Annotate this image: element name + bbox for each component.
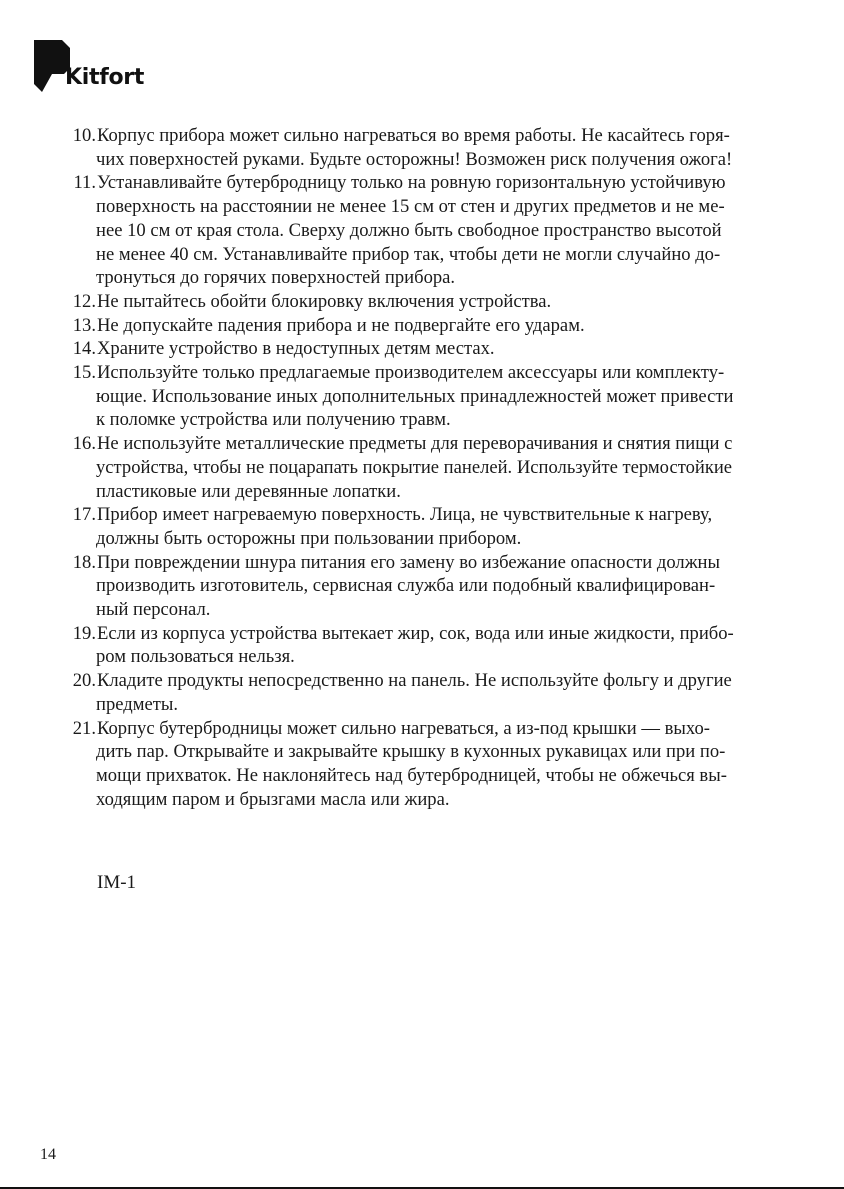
text-line: чих поверхностей руками. Будьте осторожны! Возможен риск получения ожога!	[96, 148, 733, 170]
list-item-number: 19.	[72, 622, 96, 644]
text-line: поверхность на расстоянии не менее 15 см от стен и других предметов и не ме-	[96, 196, 725, 218]
list-item-text	[96, 551, 785, 622]
list-item	[63, 171, 785, 290]
text-line: пластиковые или деревянные лопатки.	[96, 480, 401, 502]
text-line: ющие. Использование иных дополнительных принадлежностей может привести	[96, 385, 734, 407]
text-line: устройства, чтобы не поцарапать покрытие панелей. Используйте термостойкие	[96, 456, 733, 478]
text-line: Не допускайте падения прибора и не подвергайте его ударам.	[97, 314, 585, 336]
list-item-number: 15.	[72, 362, 96, 384]
list-item-text	[96, 171, 785, 290]
list-item-text	[96, 717, 785, 812]
list-item-number: 20.	[72, 670, 96, 692]
text-line: предметы.	[96, 693, 179, 715]
list-item-text	[96, 314, 785, 338]
text-line: ходящим паром и брызгами масла или жира.	[96, 788, 450, 810]
text-line: Используйте только предлагаемые производителем аксессуары или комплекту-	[97, 362, 725, 384]
list-item	[63, 551, 785, 622]
brand-name: Kitfort	[65, 65, 145, 90]
list-item	[63, 290, 785, 314]
text-line: ром пользоваться нельзя.	[96, 646, 295, 668]
text-line: При повреждении шнура питания его замену во избежание опасности должны	[97, 551, 720, 573]
list-item	[63, 314, 785, 338]
list-item-text	[96, 669, 785, 716]
text-line: Кладите продукты непосредственно на панель. Не используйте фольгу и другие	[97, 670, 732, 692]
list-item	[63, 669, 785, 716]
text-line: не менее 40 см. Устанавливайте прибор так, чтобы дети не могли случайно до-	[96, 243, 721, 265]
text-line: мощи прихваток. Не наклоняйтесь над бутербродницей, чтобы не обжечься вы-	[96, 764, 727, 786]
list-item-number: 16.	[72, 433, 96, 455]
list-item-text	[96, 290, 785, 314]
list-item	[63, 337, 785, 361]
list-item-text	[96, 503, 785, 550]
list-item	[63, 717, 785, 812]
list-item-number: 14.	[72, 338, 96, 360]
text-line: дить пар. Открывайте и закрывайте крышку в кухонных рукавицах или при по-	[96, 741, 726, 763]
list-item	[63, 503, 785, 550]
list-item	[63, 622, 785, 669]
list-item-number: 10.	[72, 125, 96, 146]
list-item	[63, 432, 785, 503]
text-line: Не используйте металлические предметы для переворачивания и снятия пищи с	[97, 433, 733, 455]
list-item-number: 12.	[72, 290, 96, 312]
list-item-number: 18.	[72, 551, 96, 573]
list-item	[63, 361, 785, 432]
text-line: Корпус прибора может сильно нагреваться во время работы. Не касайтесь горя-	[97, 125, 730, 146]
model-code: IM-1	[97, 872, 137, 893]
list-item-text	[96, 361, 785, 432]
list-item-number: 21.	[72, 717, 96, 739]
text-line: Не пытайтесь обойти блокировку включения устройства.	[97, 290, 552, 312]
text-line: Если из корпуса устройства вытекает жир, сок, вода или иные жидкости, прибо-	[97, 622, 734, 644]
list-item-text	[96, 622, 785, 669]
list-item-text	[96, 337, 785, 361]
brand-logo	[34, 40, 174, 96]
list-item-text	[96, 124, 785, 171]
safety-instructions-list	[63, 124, 785, 811]
text-line: нее 10 см от края стола. Сверху должно быть свободное пространство высотой	[96, 219, 722, 241]
list-item-text	[96, 432, 785, 503]
list-item-number: 13.	[72, 314, 96, 336]
text-line: Устанавливайте бутербродницу только на ровную горизонтальную устойчивую	[97, 172, 726, 194]
page-number: 14	[40, 1146, 56, 1163]
text-line: к поломке устройства или получению травм.	[96, 409, 451, 431]
text-line: ный персонал.	[96, 599, 211, 621]
text-line: производить изготовитель, сервисная служба или подобный квалифицирован-	[96, 575, 716, 597]
text-line: должны быть осторожны при пользовании прибором.	[96, 527, 522, 549]
text-line: Храните устройство в недоступных детям местах.	[97, 338, 495, 360]
list-item-number: 17.	[72, 504, 96, 526]
text-line: Прибор имеет нагреваемую поверхность. Лица, не чувствительные к нагреву,	[97, 504, 713, 526]
text-line: Корпус бутербродницы может сильно нагреваться, а из-под крышки — выхо-	[97, 717, 710, 739]
text-line: тронуться до горячих поверхностей прибора.	[96, 267, 456, 289]
list-item-number: 11.	[73, 172, 96, 194]
list-item	[63, 124, 785, 171]
